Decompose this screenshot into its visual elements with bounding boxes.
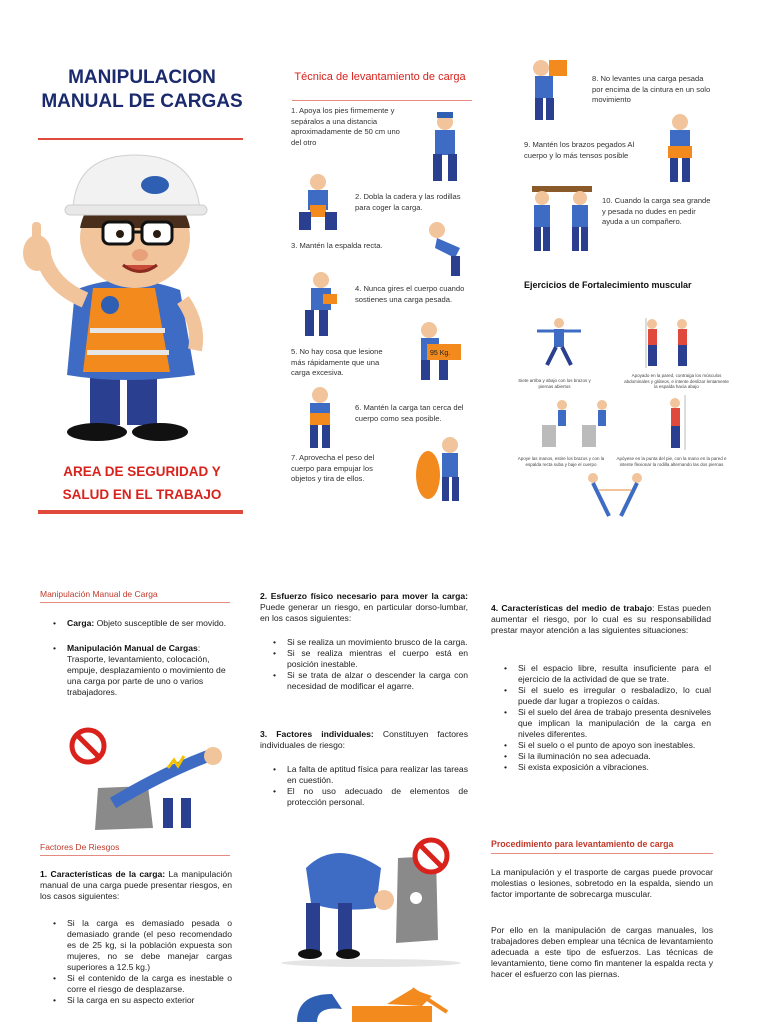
worker-overhead-figure xyxy=(527,56,575,122)
factor-3-item: • El no uso adecuado de elementos de protección personal. xyxy=(265,786,468,808)
risk-1-item: • Si el contenido de la carga es inestable o corre el riesgo de desplazarse. xyxy=(45,973,232,995)
procedure-divider xyxy=(491,853,713,854)
step-7: 7. Aprovecha el peso del cuerpo para empujar los objetos y tira de ellos. xyxy=(291,453,375,483)
exercise-jumping-figure xyxy=(535,315,583,367)
technique-title: Técnica de levantamiento de carga xyxy=(294,71,466,83)
factor-2-intro: 2. Esfuerzo físico necesario para mover la carga: Puede generar un riesgo, en particular dorso-lumbar, en los casos siguientes: xyxy=(260,591,468,623)
exercises-title: Ejercicios de Fortalecimiento muscular xyxy=(524,280,692,290)
step-1: 1. Apoya los pies firmemente y sepáralos a una distancia aproximadamente de 50 cm uno del otro xyxy=(291,106,400,147)
factor-4-intro: 4. Características del medio de trabajo: Estas pueden aumentar el riesgo, por lo cual es su responsabilidad prestar mayor atención a las siguientes situaciones: xyxy=(491,603,711,635)
handling-divider xyxy=(40,602,230,603)
company-logo xyxy=(292,984,452,1024)
factor-3-list xyxy=(265,764,468,808)
worker-squat-figure xyxy=(293,172,343,232)
factor-4-item: • Si el suelo es irregular o resbaladizo, lo cual puede dar lugar a tropiezos o caídas. xyxy=(496,685,711,707)
exercise-caption-2: Apoyado en la pared, contraiga los músculos abdominales y glúteos, e intente deslizar lentamente la espalda hacia abajo xyxy=(624,373,729,389)
step-4: 4. Nunca gires el cuerpo cuando sostienes una carga pesada. xyxy=(355,284,465,304)
step-5: 5. No hay cosa que lesione más rápidamente que una carga excesiva. xyxy=(291,347,383,377)
factor-2-item: • Si se trata de alzar o descender la carga con necesidad de modificar el agarre. xyxy=(265,670,468,692)
worker-close-load-figure xyxy=(298,385,343,450)
risk-divider xyxy=(40,855,230,856)
worker-heavy-box-figure xyxy=(415,320,470,382)
risk-1-intro: 1. Características de la carga: La manipulación manual de una carga puede presentar riesgos, en los casos siguientes: xyxy=(40,869,232,901)
procedure-title: Procedimiento para levantamiento de carga xyxy=(491,839,674,849)
factor-4-list xyxy=(496,663,711,773)
factor-2-list xyxy=(265,637,468,692)
handling-section-title: Manipulación Manual de Carga xyxy=(40,589,158,599)
worker-twist-figure xyxy=(293,270,343,338)
factor-4-item: • Si el espacio libre, resulta insuficiente para el ejercicio de la actividad de que se trate. xyxy=(496,663,711,685)
factor-2-item: • Si se realiza un movimiento brusco de la carga. xyxy=(265,637,468,648)
step-8: 8. No levantes una carga pesada por encima de la cintura en un solo movimiento xyxy=(592,74,711,104)
technique-divider xyxy=(292,100,472,101)
risk-1-item: • Si la carga es demasiado pesada o demasiado grande (el peso recomendado es de 25 kg, si la población expuesta son mujeres, no se debe manejar cargas superiores a 12.5 kg.) xyxy=(45,918,232,973)
two-workers-figure xyxy=(528,178,596,254)
worker-arms-tight-figure xyxy=(658,112,703,184)
factor-4-item: • Si el suelo del área de trabajo presenta desniveles que implican la manipulación de la carga en niveles diferentes. xyxy=(496,707,711,740)
definition-manipulacion: • Manipulación Manual de Cargas: Trasporte, levantamiento, colocación, empuje, desplazamiento o movimiento de una carga por parte de uno o varios trabajadores. xyxy=(45,643,235,698)
step-10: 10. Cuando la carga sea grande y pesada no dudes en pedir ayuda a un compañero. xyxy=(602,196,711,226)
worker-push-figure xyxy=(412,435,470,503)
factor-2-item: • Si se realiza mientras el cuerpo está en posición inestable. xyxy=(265,648,468,670)
step-9: 9. Mantén los brazos pegados Al cuerpo y lo más tensos posible xyxy=(524,140,635,160)
back-strain-illustration xyxy=(53,718,228,840)
exercise-knee-flex-figure xyxy=(655,395,705,450)
box-weight-label: 95 Kg. xyxy=(430,350,451,357)
exercise-wall-figure xyxy=(638,318,698,368)
mascot-illustration xyxy=(5,150,225,450)
step-3: 3. Mantén la espalda recta. xyxy=(291,241,383,250)
area-subtitle: AREA DE SEGURIDAD Y SALUD EN EL TRABAJO xyxy=(62,464,222,502)
bent-worker-illustration xyxy=(276,828,466,968)
risk-1-item: • Si la carga en su aspecto exterior xyxy=(45,995,232,1006)
exercise-stretch-figure xyxy=(585,470,645,518)
factor-4-item: • Si la iluminación no sea adecuada. xyxy=(496,751,711,762)
definitions-list xyxy=(45,618,235,698)
exercise-caption-4: Apóyese en la punta del pie, con la mano en la pared e intente flexionar la rodilla alternando las dos piernas xyxy=(616,456,727,467)
factor-4-item: • Si el suelo o el punto de apoyo son inestables. xyxy=(496,740,711,751)
brochure-title: MANIPULACION MANUAL DE CARGAS xyxy=(41,67,243,112)
factor-4-item: • Si exista exposición a vibraciones. xyxy=(496,762,711,773)
worker-straight-back-figure xyxy=(425,218,470,278)
risk-1-list xyxy=(45,918,232,1006)
factor-3-intro: 3. Factores individuales: Constituyen factores individuales de riesgo: xyxy=(260,729,468,750)
exercise-caption-1: Siete arriba y abajo con los brazos y piernas abiertos xyxy=(518,378,591,389)
definition-carga: • Carga: Objeto susceptible de ser movido. xyxy=(45,618,235,629)
factor-3-item: • La falta de aptitud física para realizar las tareas en cuestión. xyxy=(265,764,468,786)
exercise-chair-dip-figure xyxy=(540,395,610,450)
worker-standing-figure xyxy=(420,110,470,185)
procedure-paragraph-2: Por ello en la manipulación de cargas manuales, los trabajadores deben emplear una técnica de levantamiento adecuada a este tipo de esfuerzos. Las técnicas de levantamiento, tiene como fin mantener la espalda recta y hacer el esfuerzo con las piernas. xyxy=(491,925,713,979)
exercise-caption-3: Apoye las manos, estire los brazos y con la espalda recta suba y baje el cuerpo xyxy=(517,456,605,467)
title-divider xyxy=(38,138,243,140)
area-divider xyxy=(38,510,243,514)
procedure-paragraph-1: La manipulación y el trasporte de cargas puede provocar molestias o lesiones, sobretodo en la espalda, siendo un factor importante de sobrecarga muscular. xyxy=(491,867,713,899)
step-6: 6. Mantén la carga tan cerca del cuerpo como sea posible. xyxy=(355,403,464,423)
risk-section-title: Factores De Riesgos xyxy=(40,842,120,852)
step-2: 2. Dobla la cadera y las rodillas para coger la carga. xyxy=(355,192,461,212)
